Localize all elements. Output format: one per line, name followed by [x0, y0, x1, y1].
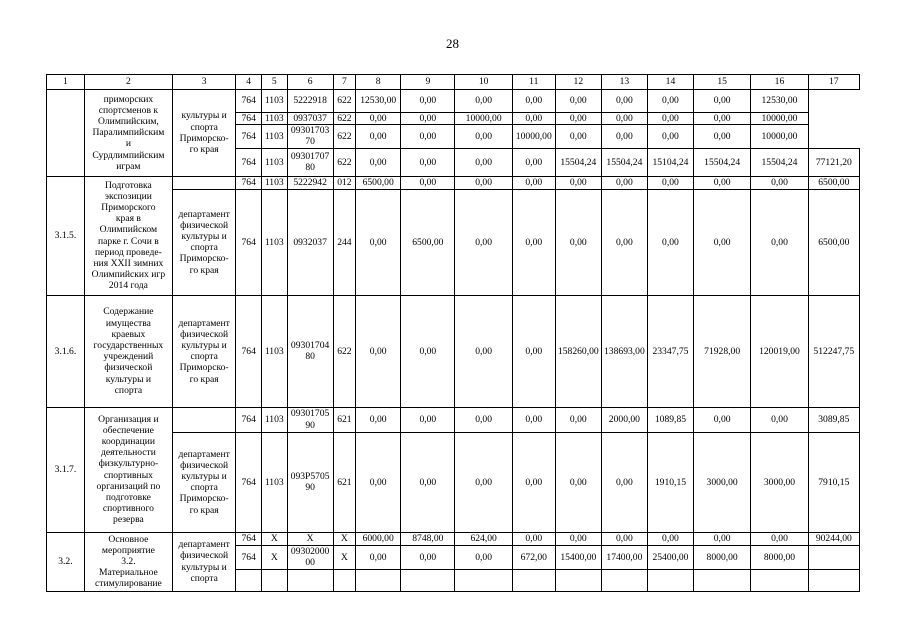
table-cell: 1103 [261, 113, 287, 125]
row-department-line: физической [180, 459, 229, 471]
table-cell: 244 [333, 189, 356, 295]
table-cell: 138693,00 [601, 295, 647, 407]
table-cell: 0,00 [356, 295, 401, 407]
row-department-line: Приморско- [179, 253, 229, 265]
table-cell: 15504,24 [555, 148, 601, 176]
table-cell [808, 545, 859, 569]
row-department-line: департамент [178, 539, 230, 551]
table-cell: 621 [333, 407, 356, 432]
row-name-line: физической [104, 362, 153, 374]
row-code: 3.2. [47, 532, 85, 591]
row-name-line: организаций по [96, 480, 161, 492]
table-cell: 0930200000 [287, 545, 333, 569]
table-cell: 1103 [261, 295, 287, 407]
row-name-line: Основное [108, 533, 149, 545]
table-cell: 0,00 [555, 90, 601, 113]
row-department-line: культуры и [181, 561, 227, 573]
table-cell: X [261, 545, 287, 569]
row-code: 3.1.6. [47, 295, 85, 407]
table-cell: 158260,00 [555, 295, 601, 407]
row-name-line: период проведе- [95, 246, 162, 258]
row-name-line: Сурдлимпийским [92, 149, 165, 161]
table-cell: 0,00 [401, 176, 455, 189]
row-department [172, 432, 235, 532]
table-cell: 0,00 [693, 532, 750, 545]
table-cell: 77121,20 [808, 148, 859, 176]
table-cell: 0,00 [555, 532, 601, 545]
row-name-line: спорта [114, 384, 143, 396]
table-cell: X [261, 532, 287, 545]
row-department-line: Приморско- [179, 132, 229, 144]
table-cell: 764 [236, 113, 262, 125]
row-department [172, 532, 235, 591]
row-name-line: Приморского [101, 202, 156, 213]
table-cell: 15104,24 [647, 148, 693, 176]
table-cell: 0,00 [401, 113, 455, 125]
row-department-line: го края [189, 504, 219, 516]
row-code: 3.1.5. [47, 176, 85, 295]
table-cell: 15504,24 [601, 148, 647, 176]
row-name-line: обеспечение [102, 424, 154, 436]
row-name-line: парке г. Сочи в [98, 235, 159, 247]
row-name-line: Подготовка [104, 179, 152, 191]
row-name [84, 295, 172, 407]
table-cell: 0,00 [512, 407, 555, 432]
table-cell: 0,00 [693, 189, 750, 295]
table-cell: 0,00 [555, 113, 601, 125]
table-cell: 1103 [261, 189, 287, 295]
row-department-line: спорта [190, 121, 218, 133]
table-cell: 0,00 [512, 90, 555, 113]
column-header: 14 [647, 75, 693, 90]
table-cell: 0,00 [693, 90, 750, 113]
row-name-line: деятельности [100, 447, 156, 459]
table-cell: 0930170780 [287, 148, 333, 176]
table-cell: 3000,00 [751, 432, 808, 532]
row-name-line: координации [101, 436, 156, 447]
table-cell [261, 569, 287, 591]
row-department-line: департамент [178, 448, 230, 460]
row-name-line: 2014 года [108, 280, 148, 292]
table-cell: 1103 [261, 407, 287, 432]
table-cell: 6500,00 [356, 176, 401, 189]
table-cell: 1103 [261, 125, 287, 148]
table-cell: 6500,00 [808, 176, 859, 189]
table-cell [647, 569, 693, 591]
table-cell: 012 [333, 176, 356, 189]
table-cell: 0,00 [647, 532, 693, 545]
table-cell: 0,00 [512, 189, 555, 295]
table-cell: 0,00 [356, 189, 401, 295]
table-cell: 3000,00 [693, 432, 750, 532]
table-cell: 0,00 [693, 407, 750, 432]
table-cell: 2000,00 [601, 407, 647, 432]
row-department-line: го края [189, 144, 219, 155]
row-department-line: Приморско- [179, 362, 229, 374]
row-department [172, 189, 235, 295]
row-name-line: имущества [105, 317, 151, 329]
table-cell: 0,00 [401, 90, 455, 113]
table-cell: 17400,00 [601, 545, 647, 569]
table-cell [601, 569, 647, 591]
row-name-line: Олимпийском [99, 224, 158, 236]
table-cell [455, 569, 512, 591]
table-cell: 622 [333, 113, 356, 125]
row-name-line: физкультурно- [98, 458, 159, 470]
table-cell: 6500,00 [808, 189, 859, 295]
table-cell: 0,00 [455, 407, 512, 432]
table-cell: 764 [236, 90, 262, 113]
table-cell: 0,00 [455, 125, 512, 148]
table-cell: 0930170370 [287, 125, 333, 148]
table-cell: X [333, 545, 356, 569]
row-name-line: играм [116, 160, 141, 172]
row-department-line: департамент [178, 208, 230, 220]
table-cell: 0,00 [647, 189, 693, 295]
row-name-line: Организация и [98, 413, 159, 425]
table-cell [356, 569, 401, 591]
table-cell: 8000,00 [751, 545, 808, 569]
column-header: 15 [693, 75, 750, 90]
row-name-line: спортивного [102, 503, 154, 515]
table-cell: 15504,24 [693, 148, 750, 176]
table-cell: 0930170590 [287, 407, 333, 432]
row-name [84, 532, 172, 591]
table-cell: 90244,00 [808, 532, 859, 545]
table-cell [693, 569, 750, 591]
table-cell: 10000,00 [455, 113, 512, 125]
table-cell: 0,00 [647, 90, 693, 113]
table-cell [512, 569, 555, 591]
row-name-line: краевых [111, 328, 146, 340]
row-name-line: стимулирование [95, 578, 162, 590]
table-cell: 0,00 [555, 125, 601, 148]
row-name-line: Олимпийских игр [91, 269, 166, 281]
column-header: 10 [455, 75, 512, 90]
table-cell: 0,00 [693, 125, 750, 148]
table-cell [333, 569, 356, 591]
column-header: 9 [401, 75, 455, 90]
table-cell: 0,00 [751, 189, 808, 295]
table-cell: 0,00 [601, 189, 647, 295]
table-cell: 621 [333, 432, 356, 532]
row-name [84, 407, 172, 532]
table-cell: 764 [236, 295, 262, 407]
table-cell: 0,00 [693, 176, 750, 189]
table-cell: 0,00 [647, 113, 693, 125]
column-header: 5 [261, 75, 287, 90]
table-cell: 8748,00 [401, 532, 455, 545]
row-code [47, 90, 85, 177]
table-cell: 15400,00 [555, 545, 601, 569]
table-cell: 0,00 [512, 432, 555, 532]
table-cell: 0,00 [601, 532, 647, 545]
table-cell: 512247,75 [808, 295, 859, 407]
table-cell: 120019,00 [751, 295, 808, 407]
table-cell: 1103 [261, 90, 287, 113]
table-cell: 0,00 [555, 176, 601, 189]
table-cell: 764 [236, 125, 262, 148]
table-cell: 71928,00 [693, 295, 750, 407]
row-code: 3.1.7. [47, 407, 85, 532]
table-cell: 0,00 [356, 113, 401, 125]
table-cell: 0,00 [356, 407, 401, 432]
column-header: 17 [808, 75, 859, 90]
table-cell: 0,00 [601, 432, 647, 532]
row-name-line: мероприятие [101, 544, 155, 556]
table-cell [401, 569, 455, 591]
table-cell: 1103 [261, 176, 287, 189]
budget-table [46, 74, 860, 592]
row-department-line: физической [180, 550, 229, 562]
table-cell: 6500,00 [401, 189, 455, 295]
row-name-line: государственных [93, 339, 164, 351]
table-cell: 5222942 [287, 176, 333, 189]
table-cell: 1089,85 [647, 407, 693, 432]
table-cell: 0,00 [512, 148, 555, 176]
table-cell: 5222918 [287, 90, 333, 113]
row-department-empty [172, 407, 235, 432]
table-cell: 764 [236, 432, 262, 532]
table-cell: 0,00 [512, 176, 555, 189]
table-cell: 764 [236, 545, 262, 569]
table-cell: 622 [333, 148, 356, 176]
table-cell: 0,00 [555, 407, 601, 432]
table-cell: 7910,15 [808, 432, 859, 532]
table-cell: 1910,15 [647, 432, 693, 532]
table-cell: 764 [236, 148, 262, 176]
table-cell [236, 569, 262, 591]
table-cell: 624,00 [455, 532, 512, 545]
row-department-line: физической [180, 328, 229, 340]
table-cell: 0,00 [555, 432, 601, 532]
table-cell: 0,00 [401, 295, 455, 407]
table-cell: 0,00 [601, 125, 647, 148]
column-header: 3 [172, 75, 235, 90]
table-cell: 23347,75 [647, 295, 693, 407]
table-cell: 0,00 [647, 125, 693, 148]
row-name-line: и [125, 138, 131, 150]
row-name-line: учреждений [103, 351, 154, 363]
table-row [47, 407, 860, 432]
table-cell: 0,00 [401, 125, 455, 148]
row-name-line: спортивных [103, 469, 153, 481]
row-department-line: го края [189, 264, 219, 276]
column-header: 8 [356, 75, 401, 90]
row-name-line: подготовке [105, 492, 151, 504]
row-name-line: приморских [103, 93, 154, 105]
row-name-line: культуры и [105, 373, 152, 385]
table-cell: 0,00 [455, 148, 512, 176]
table-cell: 15504,24 [751, 148, 808, 176]
table-cell: 764 [236, 176, 262, 189]
row-department [172, 295, 235, 407]
table-cell: 0932037 [287, 189, 333, 295]
column-header: 1 [47, 75, 85, 90]
row-name-line: Материальное [99, 567, 158, 579]
table-cell: 3089,85 [808, 407, 859, 432]
table-cell: 0,00 [455, 189, 512, 295]
table-cell: 0,00 [751, 532, 808, 545]
table-cell: 622 [333, 125, 356, 148]
table-cell: 0,00 [751, 407, 808, 432]
row-department-line: спорта [190, 351, 218, 363]
table-cell: 1103 [261, 432, 287, 532]
row-department-line: спорта [190, 482, 218, 494]
table-row [47, 295, 860, 407]
table-cell: 672,00 [512, 545, 555, 569]
table-cell: X [287, 532, 333, 545]
table-cell: 0,00 [356, 148, 401, 176]
table-cell: 0,00 [455, 432, 512, 532]
table-cell: 764 [236, 532, 262, 545]
table-cell: 0,00 [356, 125, 401, 148]
row-name-line: края в [115, 213, 141, 225]
table-cell: 0,00 [455, 295, 512, 407]
column-header: 6 [287, 75, 333, 90]
row-department-line: го края [189, 373, 219, 385]
row-name-line: 3.2. [121, 556, 136, 567]
row-department-line: департамент [178, 317, 230, 329]
table-cell: 093P570590 [287, 432, 333, 532]
row-name-line: Олимпийским, [97, 116, 159, 127]
table-cell: 10000,00 [751, 113, 808, 125]
row-name-line: спортсменов к [98, 104, 159, 116]
table-cell [287, 569, 333, 591]
table-cell: 0,00 [512, 113, 555, 125]
row-department-line: спорта [190, 572, 218, 584]
table-cell: 6000,00 [356, 532, 401, 545]
table-cell: 0,00 [647, 176, 693, 189]
table-cell [555, 569, 601, 591]
row-department [172, 90, 235, 177]
row-department-line: культуры и [181, 110, 227, 122]
column-header: 7 [333, 75, 356, 90]
row-department-line: культуры и [181, 230, 227, 242]
table-cell [808, 569, 859, 591]
column-header: 2 [84, 75, 172, 90]
column-header: 4 [236, 75, 262, 90]
row-department-line: культуры и [181, 470, 227, 482]
table-cell: 0937037 [287, 113, 333, 125]
row-name-line: ния XXII зимних [93, 258, 164, 270]
row-name [84, 176, 172, 295]
table-cell: 764 [236, 189, 262, 295]
table-cell: 12530,00 [356, 90, 401, 113]
row-name-line: Паралимпийским [92, 127, 165, 139]
column-header: 12 [555, 75, 601, 90]
table-cell: 0,00 [356, 432, 401, 532]
row-department-line: культуры и [181, 339, 227, 351]
row-name-line: резерва [113, 514, 144, 526]
table-cell: 1103 [261, 148, 287, 176]
table-cell: 0,00 [356, 545, 401, 569]
row-name-line: Содержание [103, 306, 154, 318]
table-cell: 8000,00 [693, 545, 750, 569]
table-cell: 10000,00 [512, 125, 555, 148]
table-cell: 0,00 [601, 113, 647, 125]
table-cell: 0,00 [512, 532, 555, 545]
table-cell: 0,00 [555, 189, 601, 295]
row-department-line: спорта [190, 242, 218, 254]
table-cell: 0,00 [455, 176, 512, 189]
page-number: 28 [446, 36, 459, 51]
table-cell: 0,00 [401, 432, 455, 532]
column-header: 16 [751, 75, 808, 90]
table-cell: X [333, 532, 356, 545]
row-department-empty [172, 176, 235, 189]
table-cell: 0,00 [401, 148, 455, 176]
row-name [84, 90, 172, 177]
table-cell: 25400,00 [647, 545, 693, 569]
table-cell: 0,00 [693, 113, 750, 125]
table-cell [751, 569, 808, 591]
header-row [47, 75, 860, 90]
table-row [47, 176, 860, 189]
table-cell: 622 [333, 90, 356, 113]
row-name-line: экспозиции [104, 190, 152, 202]
column-header: 11 [512, 75, 555, 90]
table-cell: 0,00 [455, 545, 512, 569]
table-row [47, 532, 860, 545]
column-header: 13 [601, 75, 647, 90]
row-department-line: Приморско- [179, 493, 229, 505]
table-cell: 0,00 [601, 90, 647, 113]
table-cell: 622 [333, 295, 356, 407]
table-cell: 10000,00 [751, 125, 808, 148]
table-cell: 764 [236, 407, 262, 432]
table-cell: 0,00 [512, 295, 555, 407]
table-row [47, 90, 860, 113]
table-cell: 0,00 [401, 407, 455, 432]
table-cell: 0,00 [401, 545, 455, 569]
table-cell: 0930170480 [287, 295, 333, 407]
table-cell: 12530,00 [751, 90, 808, 113]
table-cell: 0,00 [601, 176, 647, 189]
row-department-line: физической [180, 219, 229, 231]
table-cell: 0,00 [751, 176, 808, 189]
table-cell: 0,00 [455, 90, 512, 113]
